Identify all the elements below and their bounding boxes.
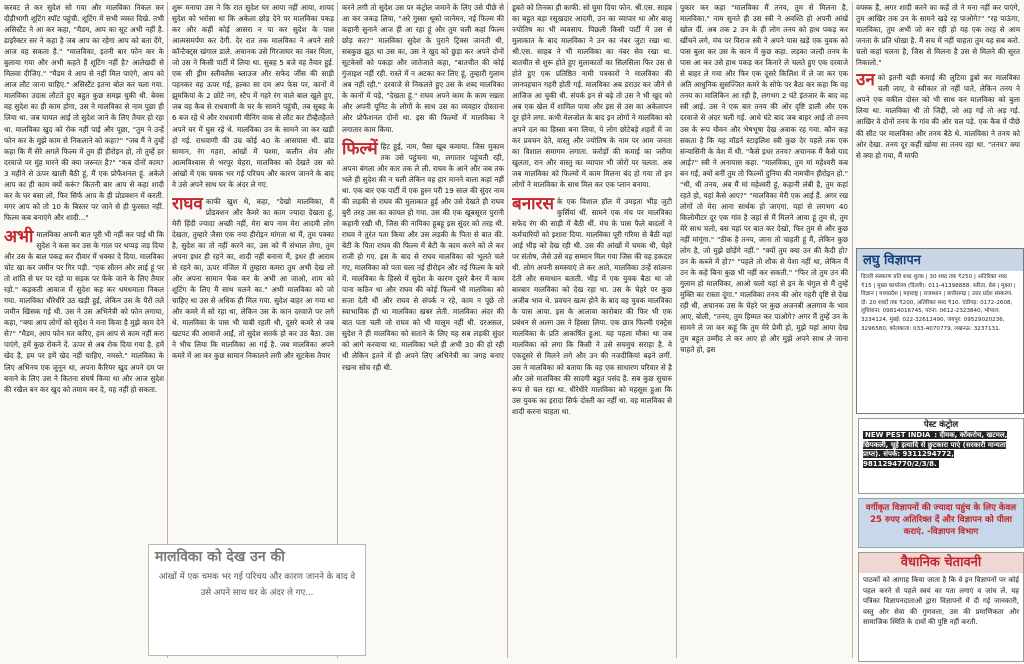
statutory-warning-body: पाठकों को आगाह किया जाता है कि वे इन विज्ञापनों पर कोई पहल करने से पहले स्वयं का पता लगाएं व जांच लें. यह पत्रिका विज्ञापनदाताओं द्वारा विज्ञापनों में दी गई जानकारी, वस्तु और सेवा की गुणवत्ता, उस की प्रमाणिकता और सामाजिक स्थिति के दावों की पुष्टि नहीं करती. [863,576,1019,627]
pull-quote [148,544,366,656]
pest-control-details: : दीमक, कॉकरोच, खटमल, छिपकली, चूहे इत्यादि से छुटकारा पाएं (सरकारी मान्यता प्राप्त). संपर्क: 9311294772, 9811294770/2/3/8. [863,431,1008,468]
column-divider [852,2,853,658]
column-6-paragraph-2-text: को इतनी बड़ी कमाई की लुटिया डुबो कर मालविका चली जाए, वे स्वीकार तो नहीं पाते, लेकिन तनय ने अपने एक वकील दोस्त को भी साथ कर मालविका को बुला लिया था. मालविका थी तो जिद्दी, जो अड़ गई तो अड़ गई. आखिर वे दोनों तनय के गांव की ओर चल पड़े. एक कैब में पीछे की सीट पर मालविका और तनय बैठे थे. मालविका ने तनय को ओर देखा. तनय दूर कहीं खोया सा तनय रहा था. "तनय? क्या से क्या हो गया, मैं माफी [856,73,1020,160]
pest-control-ad [858,418,1024,494]
column-4-paragraph-2 [512,193,672,417]
column-1-paragraph-2 [4,226,164,395]
column-3-paragraph-2 [342,138,504,373]
pest-control-title: पेस्ट कंट्रोल [923,420,959,430]
statutory-warning-title: वैधानिक चेतावनी [859,553,1023,573]
drop-cap-banaras: बनारस [512,193,554,214]
column-3-paragraph-2-text: हिट हुई, नाम, पैसा खूब कमाया. जिस मुकाम तक उसे पहुंचना था, लगातार पहुंचती रही, अपना बंगला और कार तक ले ली. राघव के आने और जब तक भले ही सुदेश की न चली लेकिन वह हार मानने वाला कहां नहीं था. एक बार एक पार्टी में एक हुस्न परी 19 साल की सुंदर नाम की लड़की से राघव की मुलाकात हुई और उसे देखते ही राघव बुरी तरह उस का कायल हो गया. उस की एक खूबसूरत पुरानी कहानी रखी थी, जिस की नायिका हूबहू इस सुंदर को तरह थी. राघव ने तुरंत पता किया और उस लड़की के पिता से बात की. बेटी के पिता राघव की फिल्म में बेटी के काम करने को ले कर राजी हो गए. इस के बाद से राघव मालविका को भूलते चले गए, मालविका को पता चला नई हीरोइन और नई फिल्म के बारे में. मालविका के हिस्से में सुदेश के कारण दूसरे बैनर में काम पाना कठिन था और राघव की कोई फिल्में भी मालविका को सजा देती थीं और राघव से संपर्क न रहे, काम न पूछे तो स्वाभाविक ही था मालविका खबर लेती. मालविका अंदर की बात पता चली जो राघव को भी मालूम नहीं थी. दरअसल, सुदेश ने ही मालविका को सताने के लिए यह सब लड़की सुंदर को आगे करवाया था. मालविका भले ही अभी 30 की हो रही थी लेकिन इतने में ही अपने लिए अभिनेत्री का जगह बनाए रखना सोच रही थी. [342,141,504,372]
classified-brand: लघु विज्ञापन [863,253,921,268]
classified-header [857,249,1023,271]
column-2-paragraph-2 [172,193,334,362]
story-column-4 [512,2,672,658]
story-column-1 [4,2,164,658]
column-6-paragraph-2 [856,72,1020,160]
drop-cap-raghav: राघव [172,193,203,214]
column-5-paragraph-1: पुकार कर कहा "मालविका मैं तनय, तुम से मिलना है, मालविका." नाम सुनते ही उस स्त्री ने अवश्ति हो अपनी आंखें खोल दीं. अब तक 2 उन के ही लोग तनय को हाथ पकड़ कर खींचने लगे, मंच पर विराज स्त्री ने अपने पास खड़े एक युवक को पास बुला कर उस के कान में कुछ कहा. लड़का जल्दी तनय के पास आ कर उसे हाथ पकड़ कर किनारे ले चलते हुए एक दरवाजे से बाहर ले गया और फिर एक दूसरे किलिश में ले जा कर एक अति आधुनिक सुसज्जित कमरे के सोफे पर बैठा कर कहा कि वह तनय का मालिकिन आ रही है, लगभग 2 घंटे इंतजार के बाद वह स्त्री आई. उस ने एक बार तनय की ओर दृष्टि डाली और एक दरवाजे से अंदर चली गई. आधे घंटे बाद जब बाहर आई तो तनय उस के रूप यौवन और भेषभूषा देख अवाक रह गया. कौन कह सकता है कि यह मॉडर्न स्टाइलिश स्त्री कुछ देर पहले तक एक संन्यासिनी के वेश में थी. "कैसे इधर तनय? अचानक मैं कैसे याद आई?" स्त्री ने अनायास कहा. "मालविका, तुम मां महेश्वरी कब बन गईं, क्यों बनीं तुम तो फिल्मों दुनिया की नामचीन हीरोइन हो." "थी, थी तनय, अब मैं मां महेश्वरी हूं, कहानी लंबी है, तुम कहां रहते हो, यहां कैसे आए?" "मालविका मेरी एक आई हैं. अगर रख लोगों तो मेरा आना सार्थक हो जाएगा. यहां से लगभग 40 किलोमीटर दूर एक गांव है जहां से मैं मिलने आया हूं तुम से, तुम मेरे साथ चलो, बस यहां पर बात कर देखो, फिर तुम से और कुछ नहीं मांगूंगा." "ठीक है तनय, जाना तो चाहती हूं मैं, लेकिन कुछ लोग है, जो मुझे छोड़ेंगे नहीं." "क्यों तुम क्या उन की कैदी हो? उन के कब्जे में हो?" "पहले तो शौक से पेशा नहीं था, लेकिन मैं उन के कहे बिना कुछ भी नहीं कर सकती." "फिर तो तुम उन की गुलाम हो मालविका, आओ चलो यहां से इन के चंगुल से मैं तुम्हें मुक्ति का रास्ता दूंगा." मालविका तनय की ओर गहरी दृष्टि से देख रही थी, अचानक उस के चेहरे पर कुछ अजनबी अलगाव के भाव आए, बोली, "तनय, तुम हिम्मत कर पाओगे? अगर मैं तुम्हें उन के सामने ले जा कर कहूं कि तुम मेरे प्रेमी हो, मुझे यहां आया देख तुम बहुत उम्मीद ले कर आए हो और मुझे अपने साथ ले जाना चाहते हो, इस [680,3,848,355]
column-2-paragraph-2-text: काफी खुश थे, कहा, "देखो मालविका, मैं प्रोडक्शन और कैमरे का काम ज्यादा देखता हूं, मेरी हिंदी ज्यादा अच्छी नहीं, मेरा बाप नाम मेरा आदमी लोग देखता, तुम्हारे जैसा एक नया हीरोइन मांगता था मैं, तुम पक्का है, सुदेश का तो नहीं करने का, उस को मैं संभाल लेगा, तुम अपना इधर ही रहने का, शादी नहीं बनाना मैं, इधर ही आराम से रहने का, ऊपर मंजिल में तुम्हारा कमरा तुम अभी देख लो और अपना सामान फेंक कर के अभी आ जाओ, शाम को शूटिंग के लिए मैं साथ चलने का." अभी मालविका को जो चाहिए था उस से अधिक ही मिल गया. सुदेश बाहर आ गया था और कमरे में सो रहा था, लेकिन उस के कान दरवाजे पर लगे थे. मालविका के पास भी चाबी रहती थी, दूसरे कमरे से जब खटपट की आवाजें आईं, तो सुदेश सतर्क हो कर उठ बैठा. उस ने भीच लिया कि मालविका आ गई है. जब मालविका अपने कमरे में आ कर कुछ सामान निकालने लगी और सूटकेस तैयार [172,196,334,361]
pest-control-body [859,430,1023,470]
column-1-paragraph-2-text: मालविका अपनी बात पूरी भी नहीं कर पाई थी कि सुदेश ने कस कर उस के गाल पर थप्पड़ जड़ दिया और उस के बाल पकड़ कर दीवार में धक्का दे दिया. मालविका चोट खा कर जमीन पर गिर पड़ी. "एक सौतन और लाई हूं पर तो शांति से घर पर रहो या सड़क पर फेंके जाने के लिए तैयार रहो." कड़कती आवाज में सुदेश कह कर धमधमाता निकल गया. मालविका धीरेधीरे उठ खड़ी हुई, लेकिन उस के पैरों तले जमीन खिसक गई थी. उस ने उस अभिनेत्री को फोन लगाया, कहा, "क्या आप लोगों को सुदेश ने मना किया है मुझे काम देने से?" "मैडम, आप फोन मत करिए, हम आप से काम नहीं करा पाएंगे, हमें कुछ रोकने दें. ऊपर से अब रोक दिया गया है. हमें खेद है, हम पर हमें खेद नहीं चाहिए, नमस्ते." मालविका के लिए अभिनय एक जुनून था, अपना कैरियर खुद अपने दम पर बनाने के लिए उस ने कितना संघर्ष किया था और आज सुदेश की रखैल बन कर खुद को तमाम कर दे, यह नहीं हो सकता. [4,229,164,394]
column-1-paragraph-1: करवट ले कर सुदेश सो गया और मालविका निकल कर दौड़ीभागी शूटिंग स्पॉट पहुंची. शूटिंग में सभी व्यस्त दिखे. तभी असिस्टैंट ने आ कर कहा, "मैडम, आप का सूट अभी नहीं है. डाइरैक्टर सर ने कहा है जब आप का रहेगा आप को बता देंगे, आज वह सकता है." "मालविका, इतनी बार फोन कर के बुलाया गया और अभी कहते हैं शूटिंग नहीं है? आलेखदी से मिलवा दीजिए." "मैडम वे आप से नहीं मिल पाएंगे, आप को आज लौट जाना चाहिए." असिस्टैंट इतना बोल कर चला गया. मालविका उदास लौटते हुए बहुत कुछ समझ चुकी थी. बेवस वह सुदेश का ही काम होगा, उस ने मालविका से नाम पूछा ही लिया था. जब घायल आई तो सुदेश जाने के लिए तैयार हो रहा था. मालविका खुद को रोक नहीं पाई और पूछा, "तुम ने उन्हें फोन कर के मुझे काम से निकलाने को कहा?" "जब मैं ने तुम्हें कहा कि मैं सेरे अगले फिल्म में तुम ही हीरोइन हो, तो तुम्हें हर दरवाजे पर मुंह मारने की क्या जरूरत है?" "कब दोनों काम? 3 महीने से ऊपर खाली बैठी हूं, मैं एक प्रोफैशनल हूं. अकेले आप का ही काम क्यों करूं? कितनी बार आप से कहा शादी कर के घर बसा लो, फिर सिर्फ आप के ही प्रोडक्शन में करती. मगर आप को तो 10 के बिस्तर पर जाने से ही फुरसत नहीं. फिल्म कब बनाएंगे और शादी..." [4,3,164,222]
pest-company-name: NEW PEST INDIA [865,431,931,439]
column-4-paragraph-2-text: के एक विशाल हॉल में उमड़ता भीड़ जुटी कुर्सियां थीं. सामने एक मंच पर मालविका सफेद रंग की साड़ी में बैठी थीं. मंच के पास फैले बादलों ने कर्मचारियों को इशारा दिया. मालविका पूरी गरिमा से बैठी वहां आई भीड़ को देख रही थी. उस की आंखों में चमक थी, चेहरे पर संतोष, जैसे उसे वह सम्मान मिल गया जिस की वह हकदार थी. लोग अपनी समस्याएं ले कर आते, मालविका उन्हें सांत्वना देती और समाधान बताती. भीड़ में एक युवक बैठा था जो बारबार मालविका को देख रहा था. उस के चेहरे पर कुछ अजीब भाव थे. प्रवचन खत्म होने के बाद वह युवक मालविका के पास आया. इस के आलावा कारोबार की फिर भी एक प्रबंधन से अलग उस ने हिस्सा लिया. एक छात्र फिल्मी एक्ट्रेस मालविका के प्रति आकर्षित हुआ. यह पहला मौका था जब मालविका को लगा कि किसी ने उसे सचमुच सराहा है. वे एकदूसरे से मिलने लगे और उन की नजदीकियां बढ़ने लगीं. उस ने मालविका को बताया कि वह एक साधारण परिवार से है और उसे मालविका की सादगी बहुत पसंद है. सब कुछ सुचारु रूप से चल रहा था. धीरेधीरे मालविका को महसूस हुआ कि उस युवक का इरादा सिर्फ दोस्ती का नहीं था. वह मालविका से शादी करना चाहता था. [512,196,672,416]
story-column-3 [342,2,504,542]
drop-cap-un: उन [856,70,875,91]
column-3-paragraph-1: करने लगी तो सुदेश उस पर कंट्रोल जमाने के लिए उसे पीछे से आ कर जकड़ लिया, "अरे गुस्सा थूको जानेमन, नई फिल्म की कहानी सुनाने आज ही आ रहा हूं और तुम चली कहां फिल्म छोड़ कर?" मालविका सुदेश के पुराने ट्रिक्स जानती थी, सबकुछ झूठ था उस का, उस ने खुद को छुड़ा कर अपने दोनों सूटकेसों को पकड़ा और जातेजाते कहा, "बातचीत की कोई गुंजाइश नहीं रही. रास्ते में न अटका कर लिए हूं, तुम्हारी गुलाम अब नहीं रही." दरवाजे से निकलते हुए उस के शब्द मालविका के कानों में पड़े, "देखता हूं." राघव अपने काम के काम रखता और अपनी यूनिट के लोगों के साथ उस का व्यवहार दोस्ताना और प्रोफैशनल दोनों था. इस की फिल्मों में मालविका ने लगातार काम किया. [342,3,504,134]
classified-notice-text: वर्गीकृत विज्ञापनों की ज्यादा पहुंच के लिए केवल 25 रुपए अतिरिक्त दें और विज्ञापन को पीला कराएं. -विज्ञापन विभाग [865,503,1017,537]
story-column-6 [856,2,1020,242]
pull-quote-body: आंखों में एक चमक भर गई परिचय और कारण जानने के बाद वे उसे अपने साथ घर के अंदर ले गए... [158,572,356,598]
column-divider [507,2,508,658]
classified-notice [858,498,1024,548]
drop-cap-abhi: अभी [4,226,34,247]
classified-rates-text: दिल्ली संस्करण प्रति शब्द शुल्क | 30 शब्द तक ₹250 | अतिरिक्त शब्द ₹15 | मुख्य कार्यालय (दिल्ली): 011-41398888. सरिता, प्रेस | मुक्ता | विज्ञान | मध्यप्रदेश | महाराष्ट्र | राजस्थान | छत्तीसगढ़ | उत्तर प्रदेश संस्करण. दो: 20 शब्दों तक ₹200, अतिरिक्त शब्द ₹10. चंडीगढ़: 0172-2608, लुधियाना: 09814016745, पटना: 0612-2323840, भोपाल: 3234124, मुंबई: 022-32612490, जयपुर: 09529020236, 3296580, कोलकाता: 033-4070779, लखनऊ: 3237131. [861,274,1016,332]
column-2-paragraph-1: शुरू मनाया उस ने कि रात सुदेश घर आया नहीं आया, शायद सुदेश को भरोसा था कि अकेला छोड़ देने पर मालविका पकड़ कर और कहीं कोई आसरा न पा कर सुदेश के पास आत्मसमर्पण कर देगी. देर रात तक मालविका ने अपने सारे कॉन्टैक्ट्स खंगाल डाले. अचानक उसे गिरजाघर का नंबर मिला, जो उस ने किसी पार्टी में लिया था. सुबह 5 बजे वह तैयार हुई. एक सी ड्रीम स्लीवलैस ब्लाउज और सफेद जींस की साड़ी पहनकर वह ऊपर गई, हल्का सा दम अप फेस पर, कानों में झुमकियां के 2 छोटे नग, स्टैप में गहरे रंग वाले बाल खुले हुए, जब वह कैब से राधवाणी के घर के सामने पहुंची, तब सुबह के 6 बज रहे थे और राधवाणी मीनिंग वाक से लौट कर टीव्हैतहैतते अपने घर में घुस रहे थे. मालविका उन के सामने जा कर खड़ी हो गई. राधवाणी की उम्र कोई 40 के आसपास थी. ब्रांड सामान, रंग गहरा, आंखों में चश्मा, कलीन शेव और आत्मविश्वास से भरपूर चेहरा, मालविका को देखते उस को आंखों में एक चमक भर गई परिचय और कारण जानने के बाद वे उसे अपने साथ घर के अंदर ले गए. [172,3,334,189]
column-6-paragraph-1: वयस्क हैं, अगर शादी करने का कहें तो ने मना नहीं कर पाएंगे, तुम आखिर तक उन के सामने खड़े रह पाओगे?" "रह पाऊंगा, मालविका, तुम अभी जो कर रही हो यह एक तरह से आम जनता के प्रति धोखा है. मैं सच में नहीं चाहता तुम यह सब करो. चलो कहां चलना है, जिस से मिलना है उस से मिलने की सूरत निकालो." [856,3,1020,68]
statutory-warning-box [858,552,1024,662]
column-4-paragraph-1: डूबते को तिनका ही काफी. सो घुमा दिया फोन. श्री.एस. साहब का बहुत बड़ा रसूखदार आदमी, उन का व्यापार था और बालू ज्योतिष का भी व्यवसाय. पिछली किसी पार्टी में उस से मुलाकात के बाद मालविका ने उन का नंबर जुटा रखा था. श्री.एस. साहब ने भी मालविका का नंबर सेव रखा था. बातचीत से शुरू होते हुए मुलाकातों का सिलसिला फिर उस से होते हुए एक प्रतिष्ठित नामी पत्रकारों ने मालविका की जानपहचान गहरी होती गई. मालविका अब डराउर कर जीने से आजिज आ चुकी थी. संपर्क इन से बढ़े तो उस ने भी खुद को अब एक खेल में शामिल पाया और इस से उस का अकेलापन दूर होने लगा. कभी मेलजोल के बाद इन लोगों ने मालविका को अपने दल का हिस्सा बना लिया, ये लोग छोटेबड़े शहरों में जा कर प्रवचन देते, वास्तु और ज्योतिष के नाम पर आम जनता का विशाल समागम लगाता. करोड़ों की कमाई का जरीया खुलता, रान और वास्तु का व्यापार भी जोरों पर चलता. अब जब मालविका को फिल्मों में काम मिलना बंद हो गया तो इन लोगों ने मालविका के साथ मिल कर एक प्लान बनाया. [512,3,672,189]
story-column-2 [172,2,334,542]
story-column-5 [680,2,848,658]
pull-quote-title: मालविका को देख उन की [155,549,285,565]
drop-cap-filmen: फिल्में [342,138,378,159]
classified-rates-box [856,248,1024,414]
column-divider [676,2,677,658]
